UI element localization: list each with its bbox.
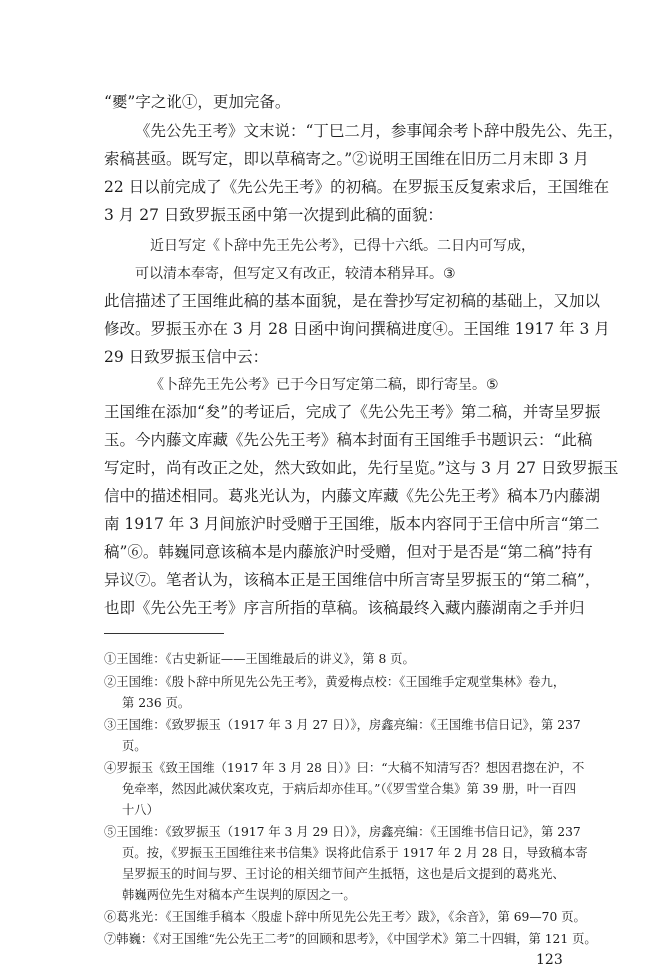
body-line: 3 月 27 日致罗振玉函中第一次提到此稿的面貌： [104, 206, 443, 224]
footnote: ①王国维：《古史新证——王国维最后的讲义》，第 8 页。 [104, 652, 415, 666]
body-line: 信中的描述相同。葛兆光认为，内藤文库藏《先公先王考》稿本乃内藤湖 [104, 487, 601, 505]
footnote-continuation: 第 236 页。 [122, 696, 191, 710]
footnote: ④罗振玉《致王国维（1917 年 3 月 28 日）》曰：“大稿不知清写否？想因君揔在沪，不 [104, 761, 585, 775]
footnote: ⑤王国维：《致罗振玉（1917 年 3 月 29 日）》，房鑫亮编：《王国维书信日记》，第 237 [104, 825, 581, 839]
body-line: 此信描述了王国维此稿的基本面貌，是在誊抄写定初稿的基础上，又加以 [104, 292, 601, 310]
block-quote-line: 《卜辞先王先公考》已于今日写定第二稿，即行寄呈。⑤ [150, 377, 499, 393]
body-line: 修改。罗振玉亦在 3 月 28 日函中询问撰稿进度④。王国维 1917 年 3 月 [104, 320, 610, 338]
page-number: 123 [536, 952, 563, 968]
body-line: 玉。今内藤文库藏《先公先王考》稿本封面有王国维手书题识云：“此稿 [104, 431, 593, 449]
footnote: ⑦韩巍：《对王国维“先公先王二考”的回顾和思考》，《中国学术》第二十四辑，第 121 页。 [104, 932, 597, 946]
block-quote-line: 可以清本奉寄，但写定又有改正，较清本稍异耳。③ [135, 266, 456, 282]
block-quote-line: 近日写定《卜辞中先王先公考》，已得十六纸。二日内可写成， [150, 238, 535, 254]
body-line: 也即《先公先王考》序言所指的草稿。该稿最终入藏内藤湖南之手并归 [104, 599, 585, 617]
footnote-continuation: 页。 [122, 739, 147, 753]
body-line: 稿”⑥。韩巍同意该稿本是内藤旅沪时受赠，但对于是否是“第二稿”持有 [104, 543, 593, 561]
footnote-continuation: 页。按，《罗振玉王国维往来书信集》误将此信系于 1917 年 2 月 28 日，导致稿本寄 [122, 846, 588, 860]
body-line: “夒”字之讹①，更加完备。 [104, 93, 291, 111]
footnote: ⑥葛兆光：《王国维手稿本〈殷虚卜辞中所见先公先王考〉跋》，《余音》，第 69—70 页。 [104, 910, 586, 924]
footnote: ②王国维：《殷卜辞中所见先公先王考》，黄爱梅点校：《王国维手定观堂集林》卷九， [104, 675, 566, 689]
body-line: 南 1917 年 3 月间旅沪时受赠于王国维，版本内容同于王信中所言“第二 [104, 515, 600, 533]
body-line: 《先公先王考》文末说：“丁巳二月，参事闻余考卜辞中殷先公、先王， [135, 122, 624, 140]
body-line: 29 日致罗振玉信中云： [104, 348, 269, 366]
body-line: 异议⑦。笔者认为，该稿本正是王国维信中所言寄呈罗振玉的“第二稿”， [104, 571, 601, 589]
footnote-continuation: 呈罗振玉的时间与罗、王讨论的相关细节间产生抵牾，这也是后文提到的葛兆光、 [122, 867, 565, 881]
footnote-continuation: 十八） [122, 803, 159, 817]
body-line: 王国维在添加“夋”的考证后，完成了《先公先王考》第二稿，并寄呈罗振 [104, 403, 601, 421]
body-line: 写定时，尚有改正之处，然大致如此，先行呈览。”这与 3 月 27 日致罗振玉 [104, 459, 619, 477]
footnote-divider [104, 633, 224, 634]
footnote-continuation: 免牵率，然因此减伏案攻克，于病后却亦佳耳。”（《罗雪堂合集》第 39 册，叶一百四 [122, 782, 576, 796]
footnote-continuation: 韩巍两位先生对稿本产生误判的原因之一。 [122, 888, 356, 902]
body-line: 索稿甚亟。既写定，即以草稿寄之。”②说明王国维在旧历二月末即 3 月 [104, 150, 589, 168]
footnote: ③王国维：《致罗振玉（1917 年 3 月 27 日）》，房鑫亮编：《王国维书信日记》，第 237 [104, 718, 581, 732]
body-line: 22 日以前完成了《先公先王考》的初稿。在罗振玉反复索求后，王国维在 [104, 178, 610, 196]
